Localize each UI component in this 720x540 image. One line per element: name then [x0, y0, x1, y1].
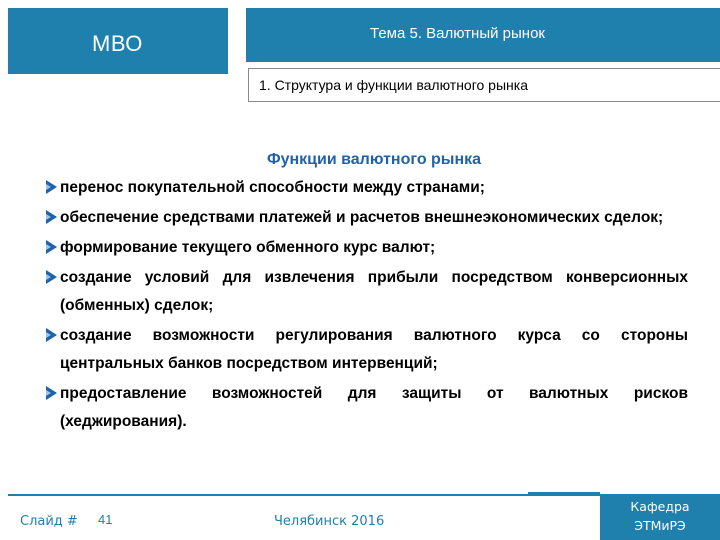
course-abbr-box [8, 8, 228, 74]
topic-bar [246, 8, 720, 62]
list-item [60, 234, 688, 262]
arrow-bullet-icon [46, 270, 57, 284]
arrow-bullet-icon [46, 386, 57, 400]
course-abbr: МВО [92, 31, 143, 56]
content-title: Функции валютного рынка [266, 151, 482, 168]
footer-divider [8, 494, 600, 496]
list-item-text: создание условий для извлечения прибыли посредством конверсионных (обменных) сделок; [60, 269, 688, 314]
section-box [248, 68, 720, 102]
arrow-bullet-icon [46, 240, 57, 254]
department-box [600, 494, 720, 540]
slide-content [60, 148, 688, 436]
list-item [60, 322, 688, 378]
arrow-bullet-icon [46, 210, 57, 224]
city-year: Челябинск 2016 [274, 514, 385, 529]
list-item-text: перенос покупательной способности между странами; [60, 179, 485, 196]
topic-title: Тема 5. Валютный рынок [370, 25, 545, 42]
list-item [60, 174, 688, 202]
slide-label: Слайд # [20, 514, 78, 529]
list-item [60, 204, 688, 232]
list-item-text: создание возможности регулирования валютного курса со стороны центральных банков посредством интервенций; [60, 327, 688, 372]
list-item-text: формирование текущего обменного курс валют; [60, 239, 436, 256]
section-title: 1. Структура и функции валютного рынка [259, 77, 528, 93]
list-item-text: обеспечение средствами платежей и расчетов внешнеэкономических сделок; [60, 209, 664, 226]
arrow-bullet-icon [46, 180, 57, 194]
list-item [60, 380, 688, 436]
footer-accent-bar [528, 492, 600, 496]
list-item [60, 264, 688, 320]
arrow-bullet-icon [46, 328, 57, 342]
department-line-1: Кафедра [630, 499, 690, 514]
list-item-text: предоставление возможностей для защиты от валютных рисков (хеджирования). [60, 385, 688, 430]
department-line-2: ЭТМиРЭ [634, 518, 686, 533]
slide-number: 41 [98, 512, 113, 527]
